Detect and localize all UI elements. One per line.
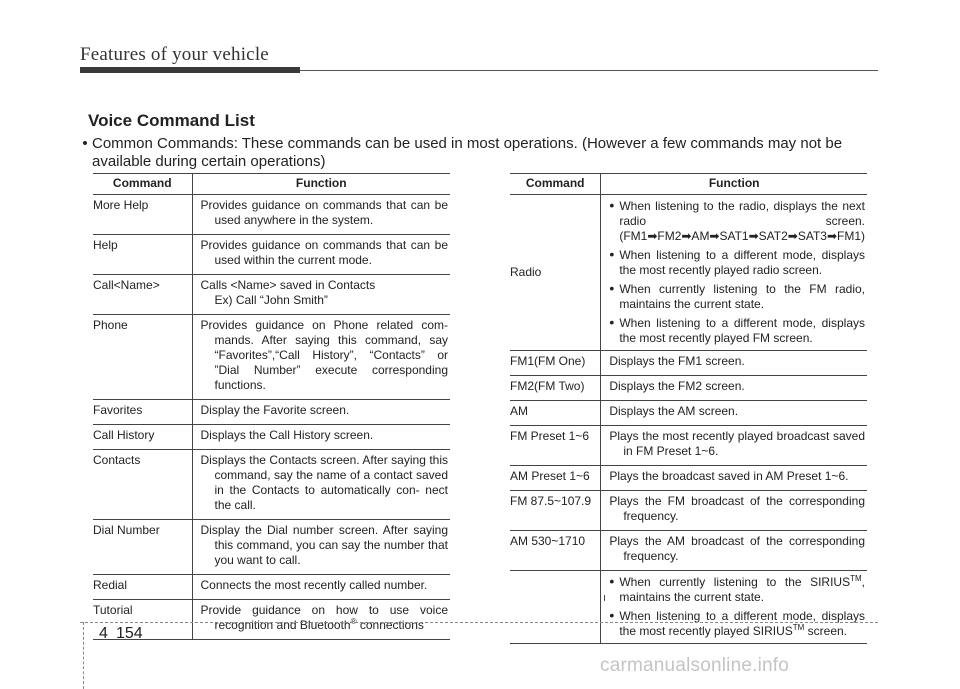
command-cell: Help [93, 235, 192, 275]
function-cell: Connects the most recently called number. [192, 575, 450, 600]
registered-mark: ® [350, 617, 357, 626]
command-cell: Redial [93, 575, 192, 600]
function-cell: Displays the Call History screen. [192, 425, 450, 450]
table-row [93, 425, 450, 450]
common-commands-table-right [510, 173, 867, 644]
command-cell: AM [510, 401, 601, 426]
table-row [93, 600, 450, 640]
table-row [510, 376, 867, 401]
bullet-icon: • [82, 135, 88, 152]
command-cell: FM 87.5~107.9 [510, 491, 601, 531]
column-header-function: Function [601, 174, 867, 195]
bullet-icon: • [609, 573, 615, 589]
trademark-mark: TM [792, 623, 805, 632]
table-row [510, 466, 867, 491]
bullet-icon: • [609, 314, 615, 330]
command-cell: FM Preset 1~6 [510, 426, 601, 466]
command-cell: Contacts [93, 450, 192, 520]
header-rule [300, 70, 878, 71]
trademark-mark: TM [850, 574, 862, 583]
column-header-command: Command [93, 174, 192, 195]
table-row [93, 400, 450, 425]
function-cell: Provides guidance on commands that can be used within the current mode. [192, 235, 450, 275]
table-row [93, 450, 450, 520]
function-cell: Provide guidance on how to use voice recognition and Bluetooth® connections [192, 600, 450, 640]
table-row [93, 315, 450, 400]
table-row [93, 235, 450, 275]
command-cell: More Help [93, 195, 192, 235]
table-row [510, 401, 867, 426]
section-title: Voice Command List [88, 111, 255, 130]
command-cell: AM 530~1710 [510, 531, 601, 571]
intro-line-1: Common Commands: These commands can be used in most operations. (However a few commands may not be [92, 135, 843, 152]
function-cell: Plays the FM broadcast of the corresponding frequency. [601, 491, 867, 531]
table-row [510, 426, 867, 466]
function-cell: Plays the broadcast saved in AM Preset 1~6. [601, 466, 867, 491]
bullet-icon: • [609, 280, 615, 296]
column-header-command: Command [510, 174, 601, 195]
table-row [93, 275, 450, 315]
table-row [93, 520, 450, 575]
header-title: Features of your vehicle [80, 44, 269, 65]
function-cell: • When currently listening to the SIRIUS™, maintains the current state. • When listening to a different mode, displays the most recently played SIRIUS™ screen. [601, 571, 867, 644]
table-header-row [510, 174, 867, 195]
command-cell: Call History [93, 425, 192, 450]
table-header-row [93, 174, 450, 195]
header-bar [80, 67, 300, 73]
function-cell: Provides guidance on Phone related com- mands. After saying this command, say “Favorites”,“Call History”, “Contacts” or ”Dial Number” execute corresponding functions. [192, 315, 450, 400]
page-number: 154 [116, 625, 143, 642]
common-commands-table-left [93, 173, 450, 640]
intro-line-2: available during certain operations) [92, 153, 326, 170]
function-cell: • When listening to the radio, displays the next radio screen. (FM1➡FM2➡AM➡SAT1➡SAT2➡SAT3➡FM1) • When listening to a different mode, displays the most recently played radio screen. • When currently listening to the FM radio, maintains the current state. • When listening to a different mode, displays the most recently played FM screen. [601, 195, 867, 351]
column-header-function: Function [192, 174, 450, 195]
table-row [93, 195, 450, 235]
bullet-icon: • [609, 246, 615, 262]
function-cell: Provides guidance on commands that can be used anywhere in the system. [192, 195, 450, 235]
command-cell: Radio [510, 195, 601, 351]
command-cell: Dial Number [93, 520, 192, 575]
chapter-number: 4 [99, 625, 108, 642]
watermark: carmanualsonline.info [600, 655, 790, 676]
command-cell: AM Preset 1~6 [510, 466, 601, 491]
footer-vertical-rule [83, 622, 84, 689]
command-cell: Call<Name> [93, 275, 192, 315]
function-cell: Displays the Contacts screen. After saying this command, say the name of a contact saved in the Contacts to automatically con- nect the call. [192, 450, 450, 520]
function-cell: Displays the AM screen. [601, 401, 867, 426]
intro-paragraph [78, 135, 878, 171]
function-cell: Display the Dial number screen. After saying this command, you can say the number that you want to call. [192, 520, 450, 575]
table-row [510, 351, 867, 376]
command-cell: Favorites [93, 400, 192, 425]
function-cell: Plays the AM broadcast of the corresponding frequency. [601, 531, 867, 571]
command-cell: FM2(FM Two) [510, 376, 601, 401]
command-cell [510, 571, 601, 644]
command-cell: Phone [93, 315, 192, 400]
table-divider-tail [604, 595, 605, 601]
function-cell: Plays the most recently played broadcast saved in FM Preset 1~6. [601, 426, 867, 466]
table-row [510, 531, 867, 571]
function-cell: Displays the FM1 screen. [601, 351, 867, 376]
function-cell: Displays the FM2 screen. [601, 376, 867, 401]
table-row [510, 491, 867, 531]
function-cell: Display the Favorite screen. [192, 400, 450, 425]
command-cell: FM1(FM One) [510, 351, 601, 376]
bullet-icon: • [609, 607, 615, 623]
table-row [93, 575, 450, 600]
function-cell: Calls <Name> saved in Contacts Ex) Call “John Smith” [192, 275, 450, 315]
command-cell: Tutorial [93, 600, 192, 640]
table-row-sirius [510, 571, 867, 644]
bullet-icon: • [609, 197, 615, 213]
footer-rule [80, 622, 878, 623]
table-row-radio [510, 195, 867, 351]
